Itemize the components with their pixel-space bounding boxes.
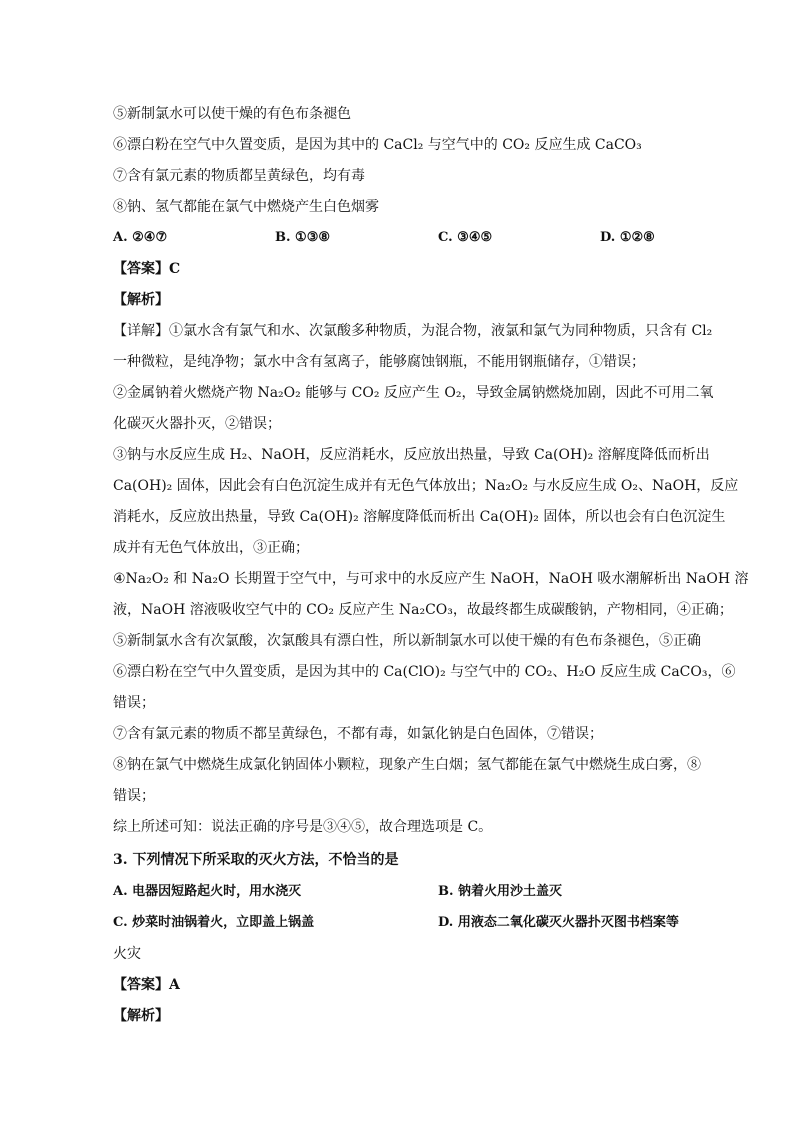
explanation-line: 成并有无色气体放出，③正确；	[113, 540, 309, 556]
explanation-conclusion: 综上所述可知：说法正确的序号是③④⑤，故合理选项是 C。	[113, 819, 493, 835]
statement-7: ⑦含有氯元素的物质都呈黄绿色，均有毒	[113, 168, 365, 184]
explanation-line: ⑦含有氯元素的物质不都呈黄绿色，不都有毒，如氯化钠是白色固体，⑦错误；	[113, 726, 603, 742]
statement-8: ⑧钠、氢气都能在氯气中燃烧产生白色烟雾	[113, 199, 379, 215]
statement-6: ⑥漂白粉在空气中久置变质，是因为其中的 CaCl₂ 与空气中的 CO₂ 反应生成 CaCO₃	[113, 137, 642, 153]
q3-option-a: A. 电器因短路起火时，用水浇灭	[113, 884, 302, 899]
explanation-line: 液，NaOH 溶液吸收空气中的 CO₂ 反应产生 Na₂CO₃，故最终都生成碳酸钠，产物相同，④正确；	[113, 602, 733, 618]
q3-stem: 3. 下列情况下所采取的灭火方法，不恰当的是	[113, 852, 399, 868]
statement-5: ⑤新制氯水可以使干燥的有色布条褪色	[113, 106, 351, 122]
q2-analysis-heading: 【解析】	[113, 292, 169, 308]
q3-option-b: B. 钠着火用沙土盖灭	[438, 884, 563, 899]
explanation-line: ②金属钠着火燃烧产物 Na₂O₂ 能够与 CO₂ 反应产生 O₂，导致金属钠燃烧加剧，因此不可用二氧	[113, 385, 714, 401]
q2-option-b: B. ①③⑧	[275, 230, 331, 245]
explanation-line: 【详解】①氯水含有氯气和水、次氯酸多种物质，为混合物，液氯和氯气为同种物质，只含有 Cl₂	[113, 323, 713, 339]
q2-option-c: C. ③④⑤	[438, 230, 493, 245]
explanation-line: ⑥漂白粉在空气中久置变质，是因为其中的 Ca(ClO)₂ 与空气中的 CO₂、H₂O 反应生成 CaCO₃，⑥	[113, 664, 736, 680]
explanation-line: 消耗水，反应放出热量，导致 Ca(OH)₂ 溶解度降低而析出 Ca(OH)₂ 固体，所以也会有白色沉淀生	[113, 509, 726, 525]
q2-option-a: A. ②④⑦	[113, 230, 168, 245]
explanation-line: Ca(OH)₂ 固体，因此会有白色沉淀生成并有无色气体放出；Na₂O₂ 与水反应生成 O₂、NaOH，反应	[113, 478, 739, 494]
q3-option-d-continued: 火灾	[113, 946, 141, 962]
q2-option-d: D. ①②⑧	[600, 230, 655, 245]
q3-option-d: D. 用液态二氧化碳灭火器扑灭图书档案等	[438, 915, 679, 930]
explanation-line: 化碳灭火器扑灭，②错误；	[113, 416, 281, 432]
q3-answer: 【答案】A	[113, 977, 180, 993]
explanation-line: 错误；	[113, 695, 155, 711]
q3-analysis-heading: 【解析】	[113, 1008, 169, 1024]
q2-answer: 【答案】C	[113, 261, 181, 277]
explanation-line: 一种微粒，是纯净物；氯水中含有氢离子，能够腐蚀钢瓶，不能用钢瓶储存，①错误；	[113, 354, 645, 370]
q3-option-c: C. 炒菜时油锅着火，立即盖上锅盖	[113, 915, 315, 930]
explanation-line: ③钠与水反应生成 H₂、NaOH，反应消耗水，反应放出热量，导致 Ca(OH)₂ 溶解度降低而析出	[113, 447, 710, 463]
explanation-line: ⑧钠在氯气中燃烧生成氯化钠固体小颗粒，现象产生白烟；氢气都能在氯气中燃烧生成白雾，⑧	[113, 757, 701, 773]
explanation-line: 错误；	[113, 788, 155, 804]
explanation-line: ④Na₂O₂ 和 Na₂O 长期置于空气中，与可求中的水反应产生 NaOH，NaOH 吸水潮解析出 NaOH 溶	[113, 571, 749, 587]
explanation-line: ⑤新制氯水含有次氯酸，次氯酸具有漂白性，所以新制氯水可以使干燥的有色布条褪色，⑤正确	[113, 633, 701, 649]
